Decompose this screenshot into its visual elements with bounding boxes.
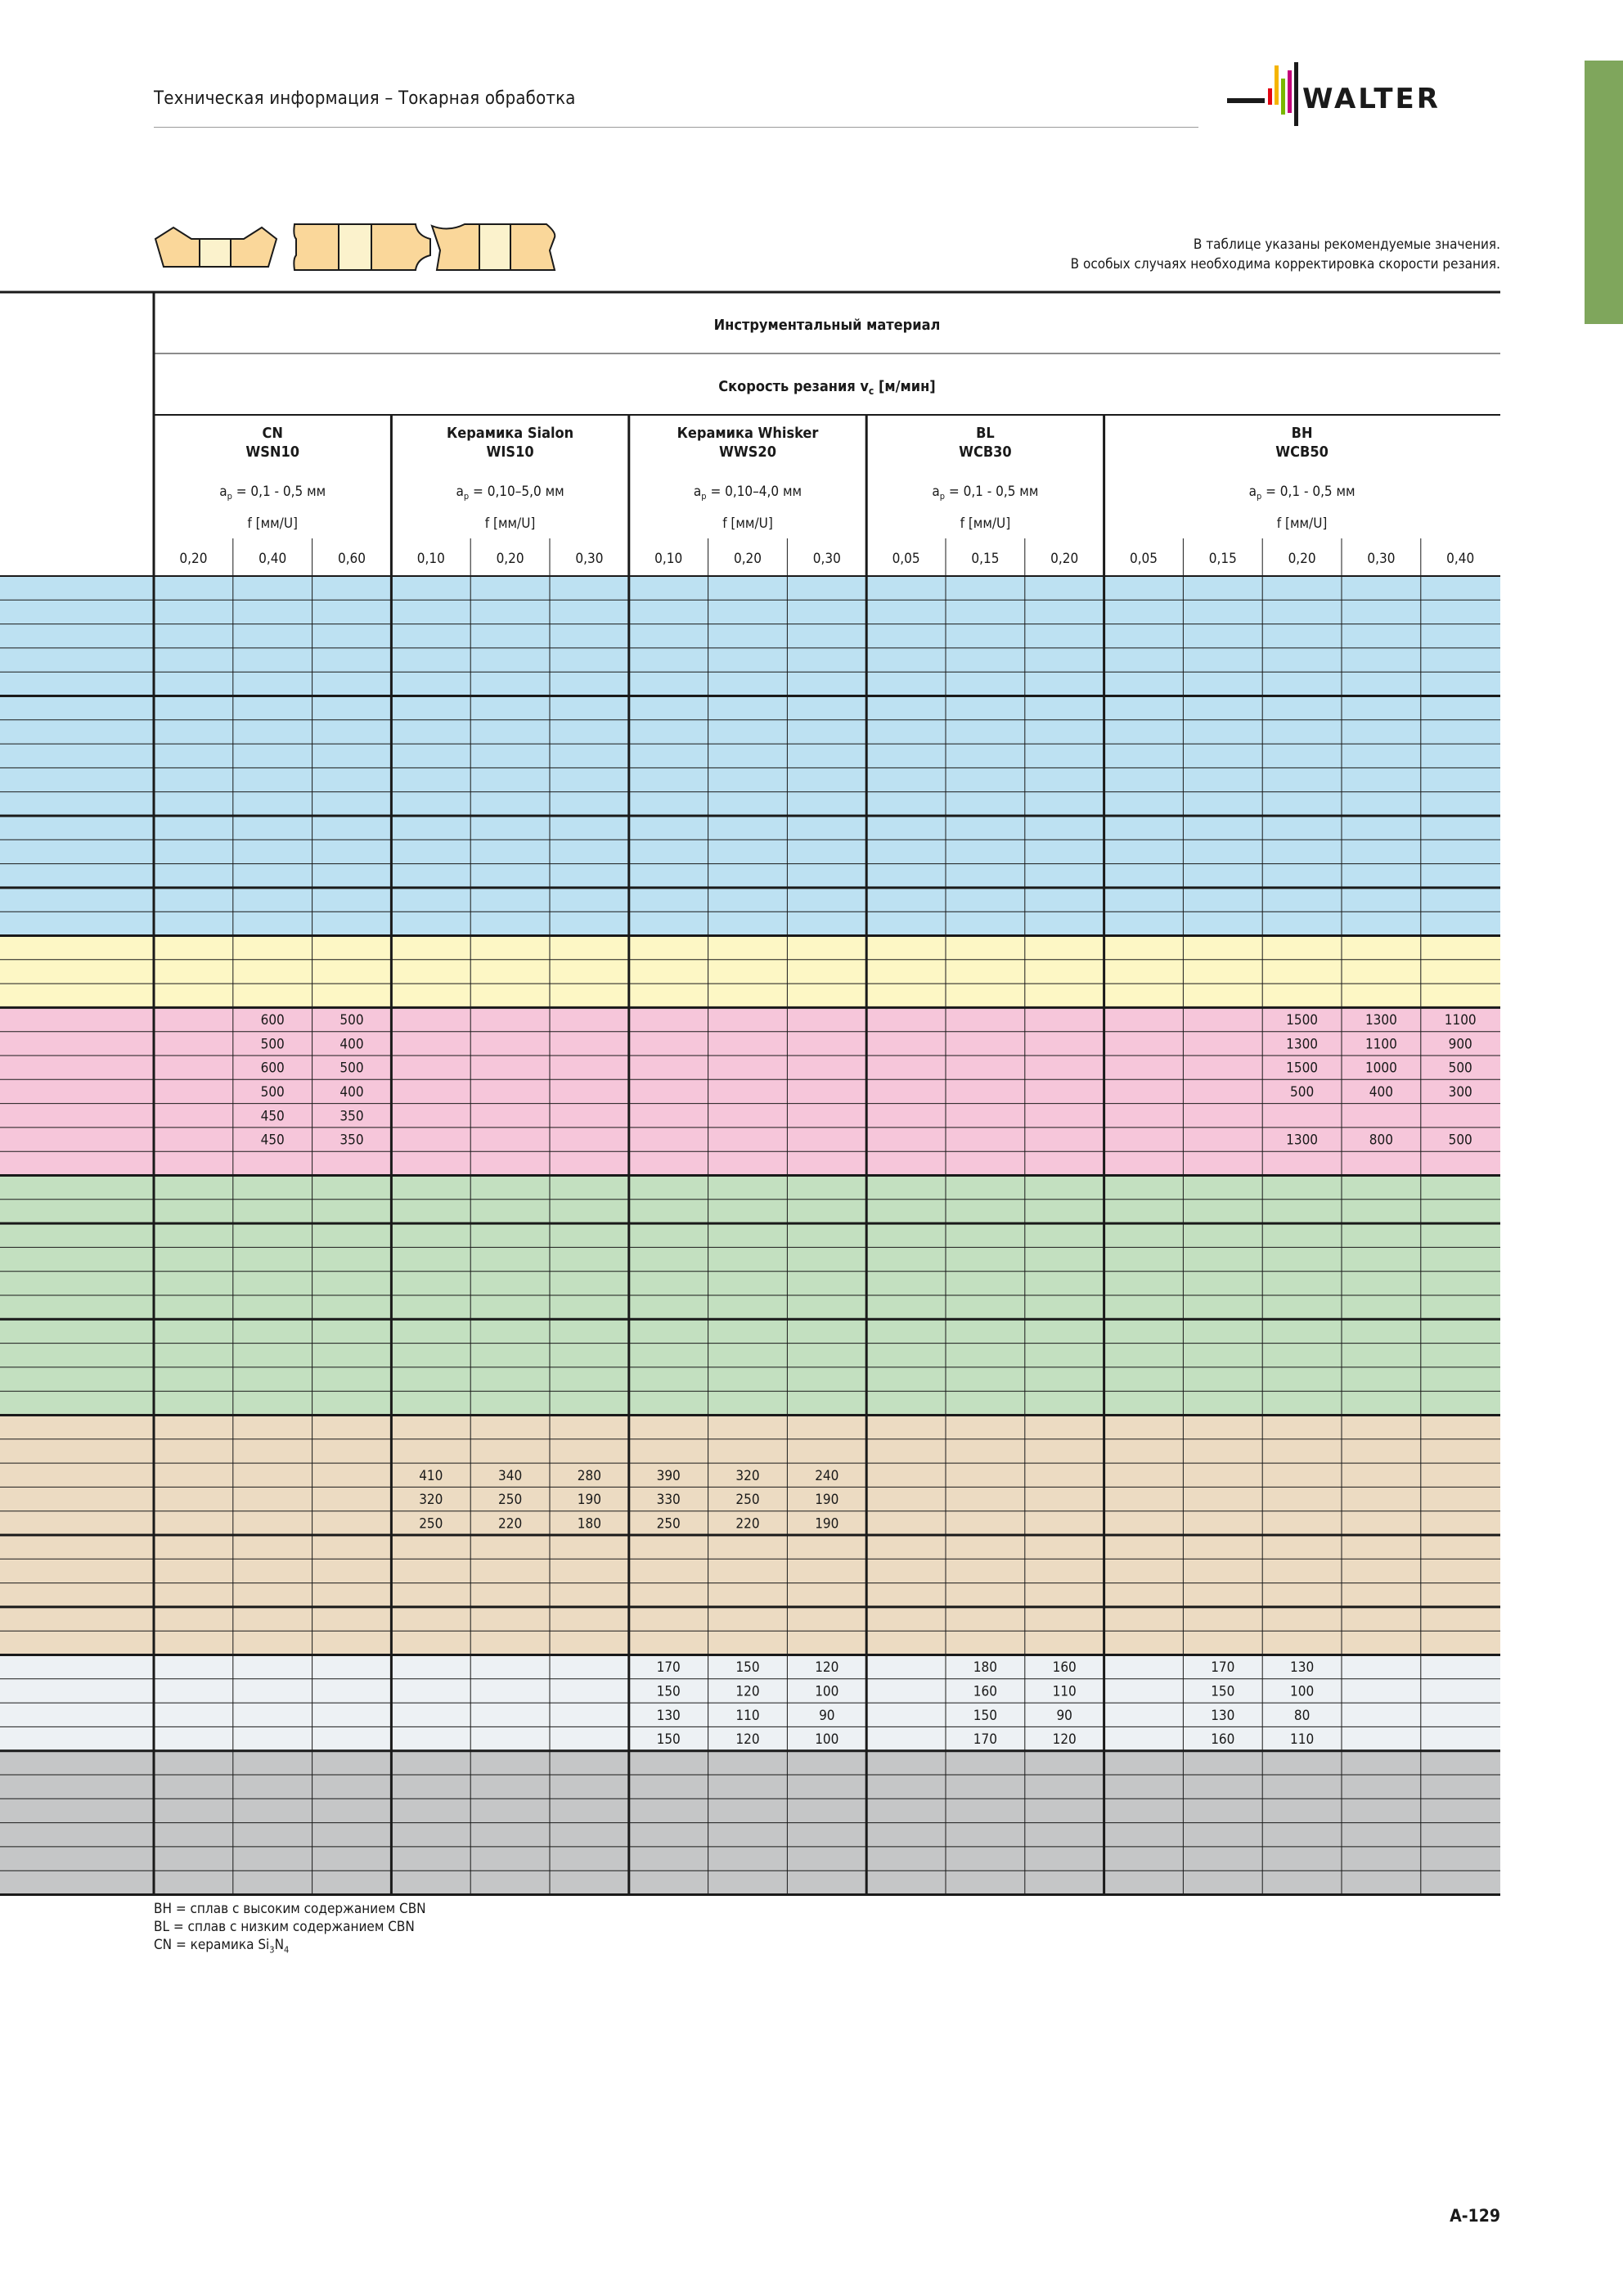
table-subtitle: Скорость резания $v_c$ [м/мин] — [718, 378, 936, 397]
speed-value: 500 — [339, 1060, 364, 1077]
feed-value: 0,40 — [259, 551, 287, 567]
speed-value: 500 — [339, 1012, 364, 1029]
speed-value: 180 — [577, 1515, 601, 1533]
speed-value: 900 — [1448, 1036, 1472, 1053]
footnote-cn: CN = керамика $Si_3N_4$ — [154, 1937, 290, 1956]
group-depth-of-cut: $a_p = 0,1 - 0,5$ мм — [932, 484, 1039, 502]
speed-value: 340 — [498, 1467, 523, 1484]
speed-value: 80 — [1293, 1707, 1311, 1724]
speed-value: 1500 — [1286, 1060, 1319, 1077]
speed-value: 410 — [419, 1467, 443, 1484]
speed-value: 450 — [260, 1108, 285, 1125]
speed-value: 450 — [260, 1132, 285, 1149]
group-name: Керамика Whisker — [677, 425, 819, 442]
speed-value: 330 — [656, 1492, 681, 1509]
speed-value: 160 — [1052, 1659, 1077, 1677]
speed-value: 220 — [498, 1515, 523, 1533]
group-feed-label: f [мм/U] — [247, 515, 299, 532]
speed-value: 220 — [735, 1515, 760, 1533]
speed-value: 160 — [1211, 1731, 1235, 1749]
group-feed-label: f [мм/U] — [1276, 515, 1328, 532]
feed-value: 0,20 — [496, 551, 524, 567]
speed-value: 800 — [1369, 1132, 1393, 1149]
feed-value: 0,05 — [1129, 551, 1158, 567]
material-group-band-1 — [0, 576, 1500, 936]
speed-value: 170 — [1211, 1659, 1235, 1677]
speed-value: 350 — [339, 1108, 364, 1125]
group-grade: WCB30 — [959, 443, 1012, 461]
group-depth-of-cut: $a_p = 0,10-4,0$ мм — [693, 484, 803, 502]
speed-value: 250 — [498, 1492, 523, 1509]
feed-value: 0,05 — [892, 551, 920, 567]
speed-value: 190 — [577, 1492, 601, 1509]
speed-value: 110 — [1052, 1683, 1077, 1700]
speed-value: 90 — [819, 1707, 835, 1724]
group-grade: WIS10 — [486, 443, 534, 461]
speed-value: 150 — [973, 1707, 997, 1724]
group-feed-label: f [мм/U] — [722, 515, 773, 532]
speed-value: 190 — [815, 1515, 839, 1533]
note-line-1: В таблице указаны рекомендуемые значения. — [1193, 236, 1500, 253]
speed-value: 150 — [735, 1659, 760, 1677]
page-header-title: Техническая информация – Токарная обработка — [154, 88, 576, 109]
speed-value: 100 — [815, 1731, 839, 1749]
speed-value: 190 — [815, 1492, 839, 1509]
speed-value: 150 — [656, 1683, 681, 1700]
speed-value: 170 — [973, 1731, 997, 1749]
page-number: A-129 — [1450, 2206, 1500, 2226]
group-name: CN — [262, 425, 283, 442]
table-title: Инструментальный материал — [713, 317, 941, 334]
speed-value: 1100 — [1444, 1012, 1477, 1029]
speed-value: 500 — [260, 1083, 285, 1101]
note-line-2: В особых случаях необходима корректировка скорости резания. — [1070, 256, 1500, 272]
speed-value: 1300 — [1286, 1132, 1319, 1149]
footnotes — [154, 1900, 426, 1959]
speed-value: 160 — [973, 1683, 997, 1700]
group-feed-label: f [мм/U] — [484, 515, 536, 532]
feed-value: 0,20 — [1288, 551, 1316, 567]
speed-value: 320 — [419, 1492, 443, 1509]
group-grade: WWS20 — [719, 443, 776, 461]
feed-value: 0,10 — [654, 551, 683, 567]
speed-value: 150 — [1211, 1683, 1235, 1700]
group-depth-of-cut: $a_p = 0,10-5,0$ мм — [456, 484, 564, 502]
feed-value: 0,30 — [812, 551, 841, 567]
material-group-band-2 — [0, 936, 1500, 1008]
speed-value: 400 — [339, 1083, 364, 1101]
speed-value: 100 — [815, 1683, 839, 1700]
feed-value: 0,60 — [337, 551, 366, 567]
group-depth-of-cut: $a_p = 0,1 - 0,5$ мм — [219, 484, 326, 502]
speed-value: 120 — [1052, 1731, 1077, 1749]
speed-value: 150 — [656, 1731, 681, 1749]
feed-value: 0,20 — [1050, 551, 1079, 567]
speed-value: 180 — [973, 1659, 997, 1677]
speed-value: 120 — [735, 1731, 760, 1749]
footnote-bl: BL = сплав с низким содержанием CBN — [154, 1919, 415, 1935]
speed-value: 300 — [1448, 1083, 1472, 1101]
feed-value: 0,15 — [971, 551, 1000, 567]
speed-value: 400 — [339, 1036, 364, 1053]
speed-value: 130 — [1211, 1707, 1235, 1724]
speed-value: 1300 — [1286, 1036, 1319, 1053]
speed-value: 100 — [1290, 1683, 1315, 1700]
speed-value: 240 — [815, 1467, 839, 1484]
speed-value: 1500 — [1286, 1012, 1319, 1029]
speed-value: 90 — [1056, 1707, 1072, 1724]
speed-value: 390 — [656, 1467, 681, 1484]
group-name: BL — [976, 425, 995, 442]
speed-value: 500 — [260, 1036, 285, 1053]
speed-value: 1300 — [1364, 1012, 1397, 1029]
speed-value: 280 — [577, 1467, 601, 1484]
speed-value: 600 — [260, 1012, 285, 1029]
speed-value: 500 — [1290, 1083, 1315, 1101]
speed-value: 320 — [735, 1467, 760, 1484]
speed-value: 250 — [656, 1515, 681, 1533]
material-group-band-3 — [0, 1007, 1500, 1175]
logo-text: WALTER — [1302, 83, 1441, 115]
speed-value: 170 — [656, 1659, 681, 1677]
speed-value: 120 — [735, 1683, 760, 1700]
speed-value: 350 — [339, 1132, 364, 1149]
speed-value: 130 — [656, 1707, 681, 1724]
feed-value: 0,20 — [179, 551, 208, 567]
speed-value: 400 — [1369, 1083, 1393, 1101]
speed-value: 500 — [1448, 1060, 1472, 1077]
speed-value: 1100 — [1364, 1036, 1397, 1053]
speed-value: 500 — [1448, 1132, 1472, 1149]
speed-value: 250 — [735, 1492, 760, 1509]
group-name: Керамика Sialon — [446, 425, 574, 442]
speed-value: 600 — [260, 1060, 285, 1077]
group-grade: WSN10 — [245, 443, 300, 461]
speed-value: 130 — [1290, 1659, 1315, 1677]
speed-value: 110 — [1290, 1731, 1315, 1749]
feed-value: 0,30 — [575, 551, 604, 567]
group-feed-label: f [мм/U] — [960, 515, 1011, 532]
speed-value: 250 — [419, 1515, 443, 1533]
feed-value: 0,30 — [1367, 551, 1396, 567]
speed-value: 1000 — [1364, 1060, 1397, 1077]
group-name: BH — [1291, 425, 1313, 442]
feed-value: 0,20 — [733, 551, 762, 567]
group-grade: WCB50 — [1275, 443, 1329, 461]
feed-value: 0,40 — [1446, 551, 1475, 567]
feed-value: 0,15 — [1208, 551, 1237, 567]
speed-value: 110 — [735, 1707, 760, 1724]
feed-value: 0,10 — [416, 551, 445, 567]
footnote-bh: BH = сплав с высоким содержанием CBN — [154, 1901, 426, 1917]
speed-value: 120 — [815, 1659, 839, 1677]
group-depth-of-cut: $a_p = 0,1 - 0,5$ мм — [1248, 484, 1355, 502]
